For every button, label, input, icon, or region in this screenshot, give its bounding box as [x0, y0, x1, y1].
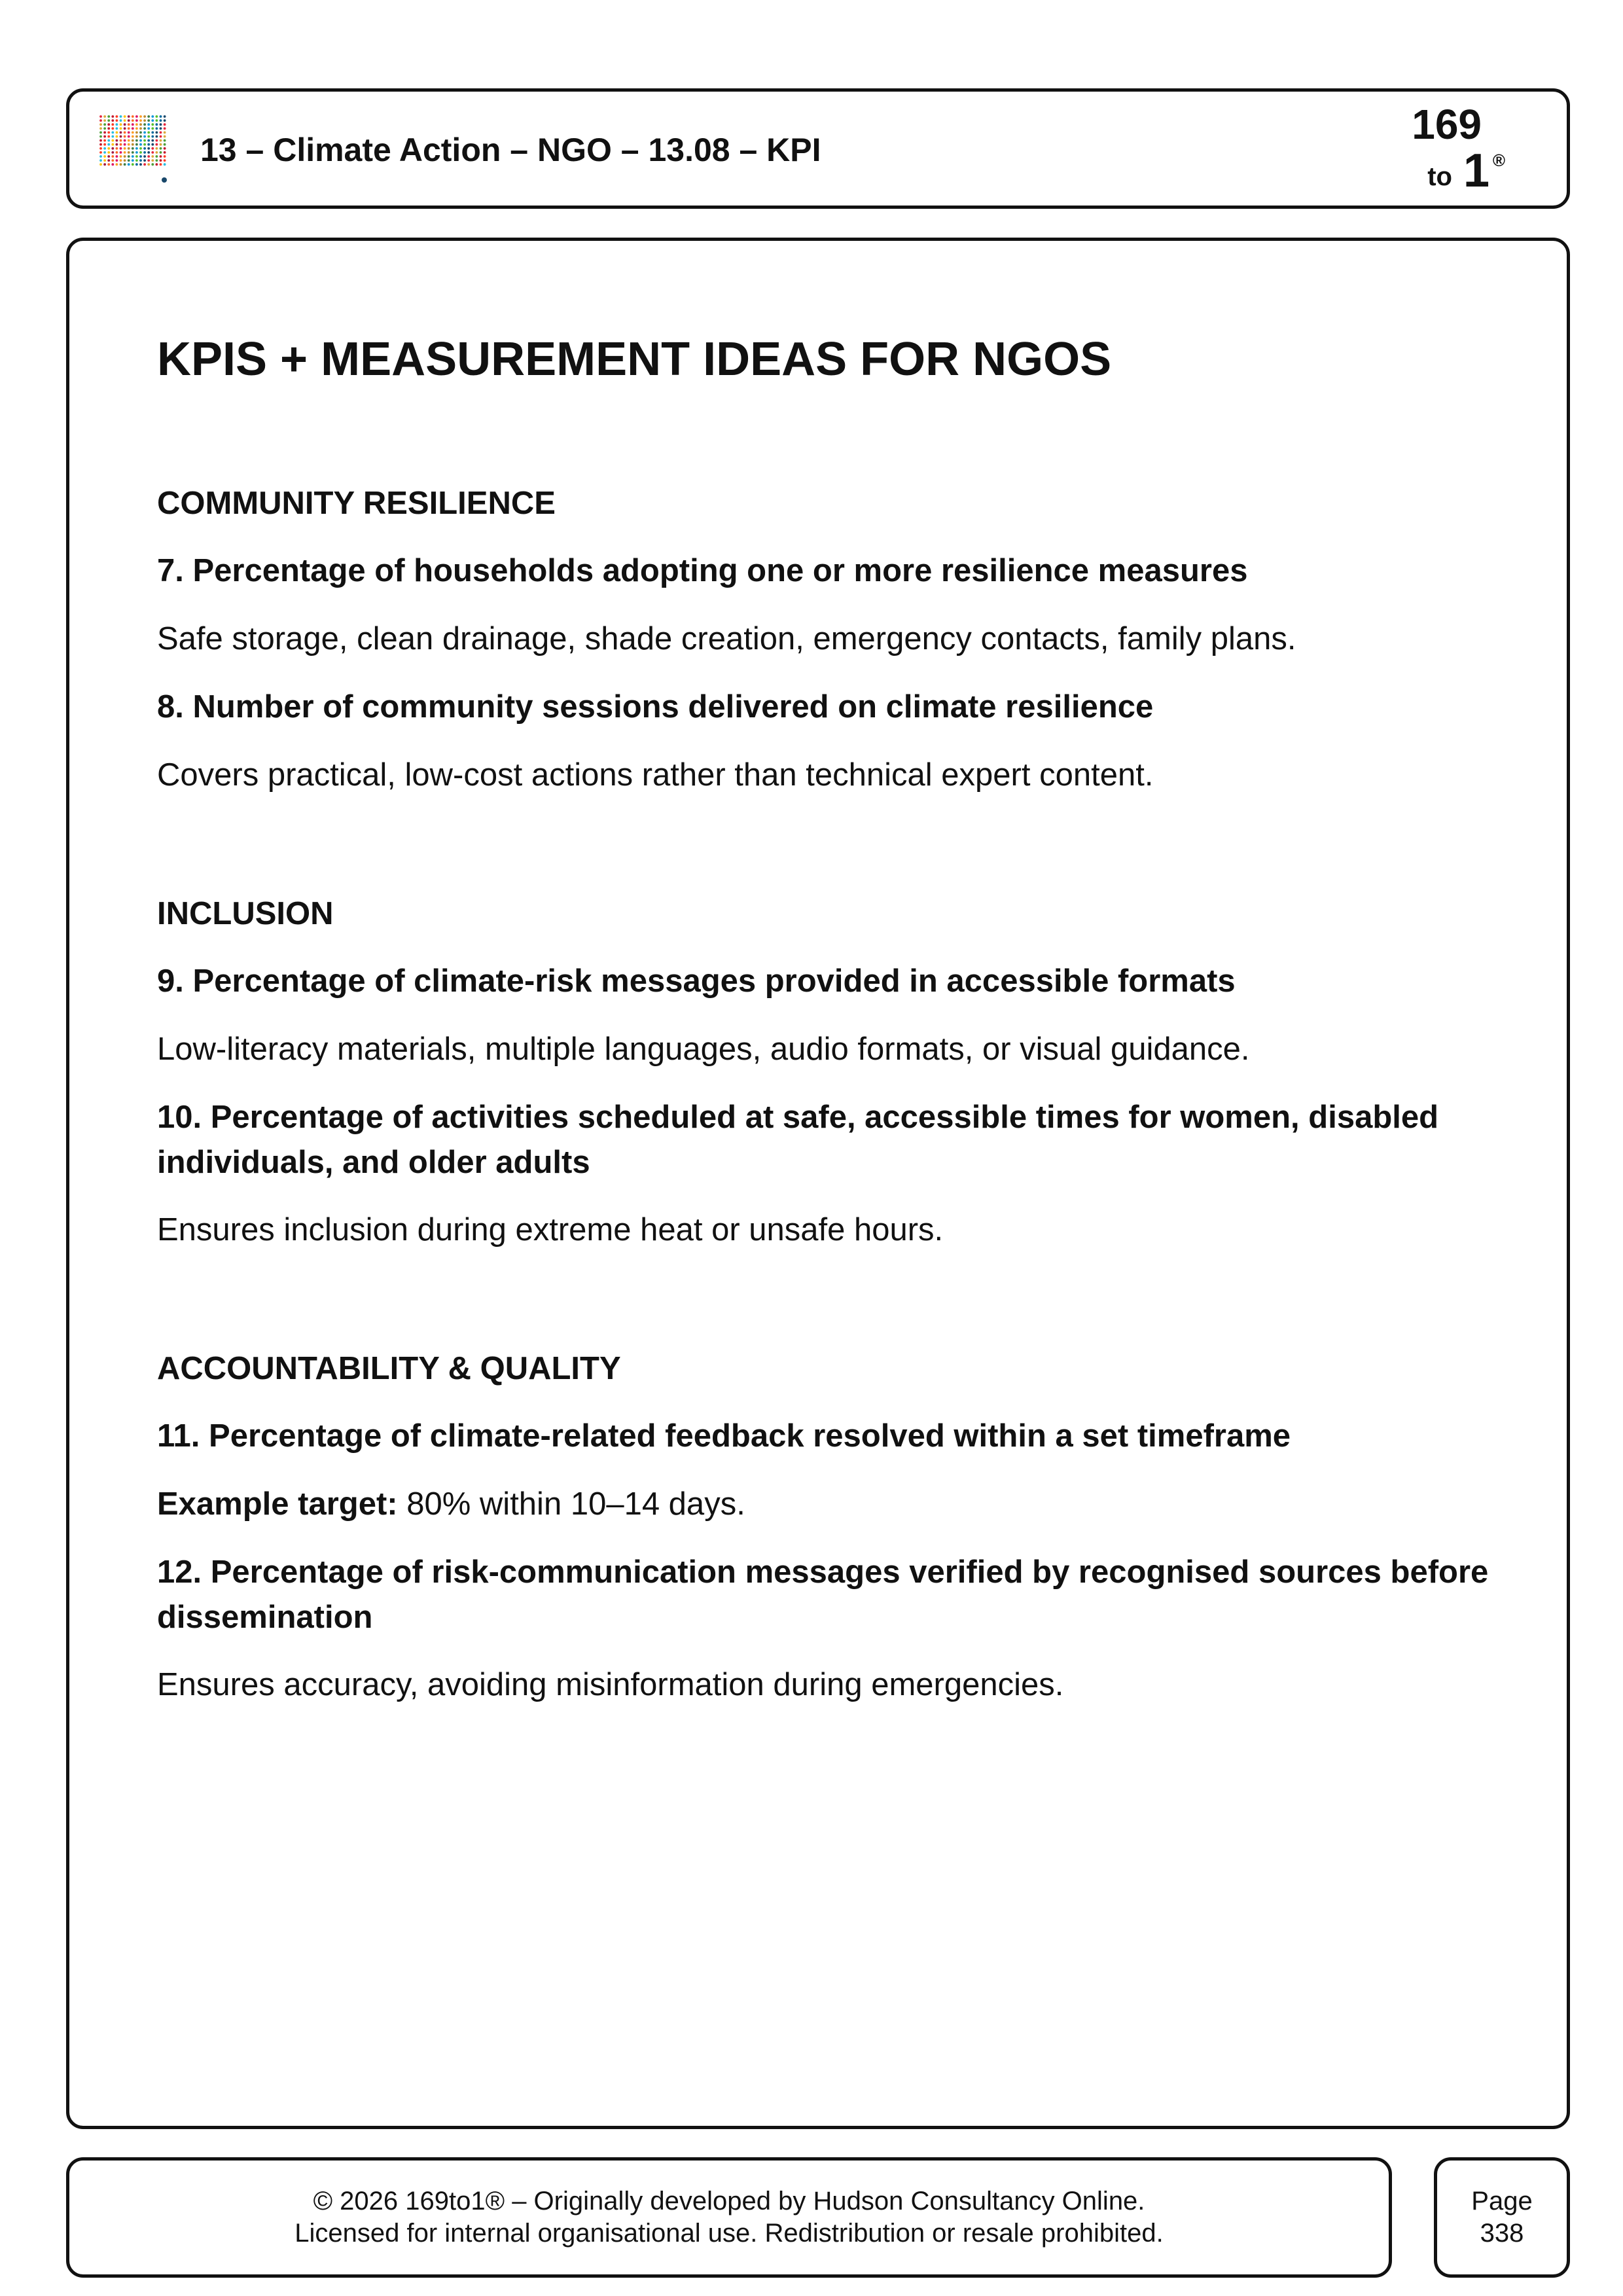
brand-registered-mark: ®: [1492, 151, 1505, 170]
kpi-description-12: Ensures accuracy, avoiding misinformation during emergencies.: [157, 1667, 1064, 1702]
section-heading-community-resilience: COMMUNITY RESILIENCE: [157, 486, 556, 521]
brand-logo: [1383, 97, 1514, 202]
example-target-value: 80% within 10–14 days.: [397, 1486, 745, 1522]
main-content: [66, 238, 1570, 2129]
example-target-label: Example target:: [157, 1486, 398, 1522]
kpi-item-12: 12. Percentage of risk-communication messages verified by recognised sources before dissemination: [157, 1554, 1489, 1635]
section-heading-inclusion: INCLUSION: [157, 896, 334, 931]
page-header: [66, 88, 1570, 209]
kpi-item-7: 7. Percentage of households adopting one or more resilience measures: [157, 553, 1248, 588]
brand-one: 1: [1463, 145, 1489, 197]
brand-to: to: [1427, 162, 1452, 191]
footer-copyright: [66, 2157, 1392, 2278]
kpi-item-10: 10. Percentage of activities scheduled at safe, accessible times for women, disabled individuals, and older adults: [157, 1100, 1439, 1180]
page-title: KPIS + MEASUREMENT IDEAS FOR NGOS: [157, 333, 1112, 386]
kpi-item-11: 11. Percentage of climate-related feedback resolved within a set timeframe: [157, 1418, 1291, 1454]
header-title: 13 – Climate Action – NGO – 13.08 – KPI: [200, 132, 821, 168]
kpi-description-11: [157, 1482, 1505, 1527]
page-label: Page: [1471, 2187, 1533, 2215]
kpi-description-8: Covers practical, low-cost actions rather than technical expert content.: [157, 757, 1154, 793]
page-number-box: [1434, 2157, 1570, 2278]
section-heading-accountability-quality: ACCOUNTABILITY & QUALITY: [157, 1351, 621, 1386]
kpi-item-8: 8. Number of community sessions delivered on climate resilience: [157, 689, 1154, 725]
sdg-dot-grid-icon: [99, 115, 168, 184]
license-line: Licensed for internal organisational use. Redistribution or resale prohibited.: [294, 2219, 1164, 2248]
kpi-item-9: 9. Percentage of climate-risk messages provided in accessible formats: [157, 963, 1236, 999]
page-number: 338: [1480, 2219, 1524, 2248]
brand-number: 169: [1412, 101, 1482, 148]
kpi-description-7: Safe storage, clean drainage, shade creation, emergency contacts, family plans.: [157, 621, 1296, 656]
kpi-description-10: Ensures inclusion during extreme heat or unsafe hours.: [157, 1212, 944, 1247]
copyright-line: © 2026 169to1® – Originally developed by Hudson Consultancy Online.: [313, 2187, 1145, 2215]
kpi-description-9: Low-literacy materials, multiple languages, audio formats, or visual guidance.: [157, 1031, 1250, 1067]
